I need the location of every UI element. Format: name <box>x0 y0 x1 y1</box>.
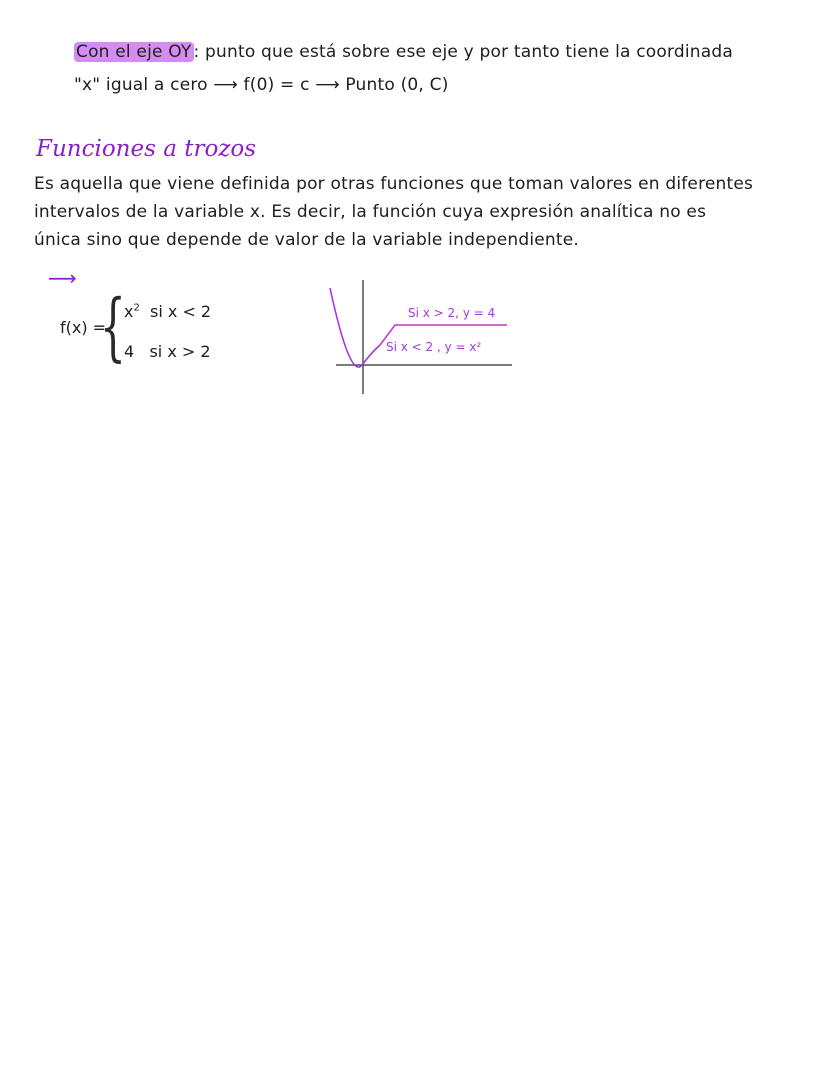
case-1-condition: si x < 2 <box>150 302 212 321</box>
case-2-value: 4 <box>124 342 135 361</box>
graph <box>0 0 828 420</box>
brace-icon: { <box>100 284 126 370</box>
highlighted-phrase: Con el eje OY <box>76 42 192 62</box>
case-2-condition: si x > 2 <box>149 342 211 361</box>
parabola-curve <box>330 288 380 367</box>
graph-label-lower: Si x < 2 , y = x² <box>386 340 482 354</box>
case-1-exponent: 2 <box>133 302 140 314</box>
paragraph-line-2: intervalos de la variable x. Es decir, la función cuya expresión analítica no es <box>34 202 707 222</box>
function-label: f(x) = <box>60 318 107 337</box>
arrow-icon: ⟶ <box>48 266 77 290</box>
intro-line-2: "x" igual a cero ⟶ f(0) = c ⟶ Punto (0, C) <box>74 75 449 95</box>
paragraph-line-3: única sino que depende de valor de la variable independiente. <box>34 230 580 250</box>
paragraph-line-1: Es aquella que viene definida por otras funciones que toman valores en diferentes <box>34 174 754 194</box>
intro-line-1-rest: : punto que está sobre ese eje y por tanto tiene la coordinada <box>193 42 733 62</box>
case-1-base: x <box>124 302 134 321</box>
section-heading: Funciones a trozos <box>36 136 257 162</box>
graph-label-upper: Si x > 2, y = 4 <box>408 306 496 320</box>
